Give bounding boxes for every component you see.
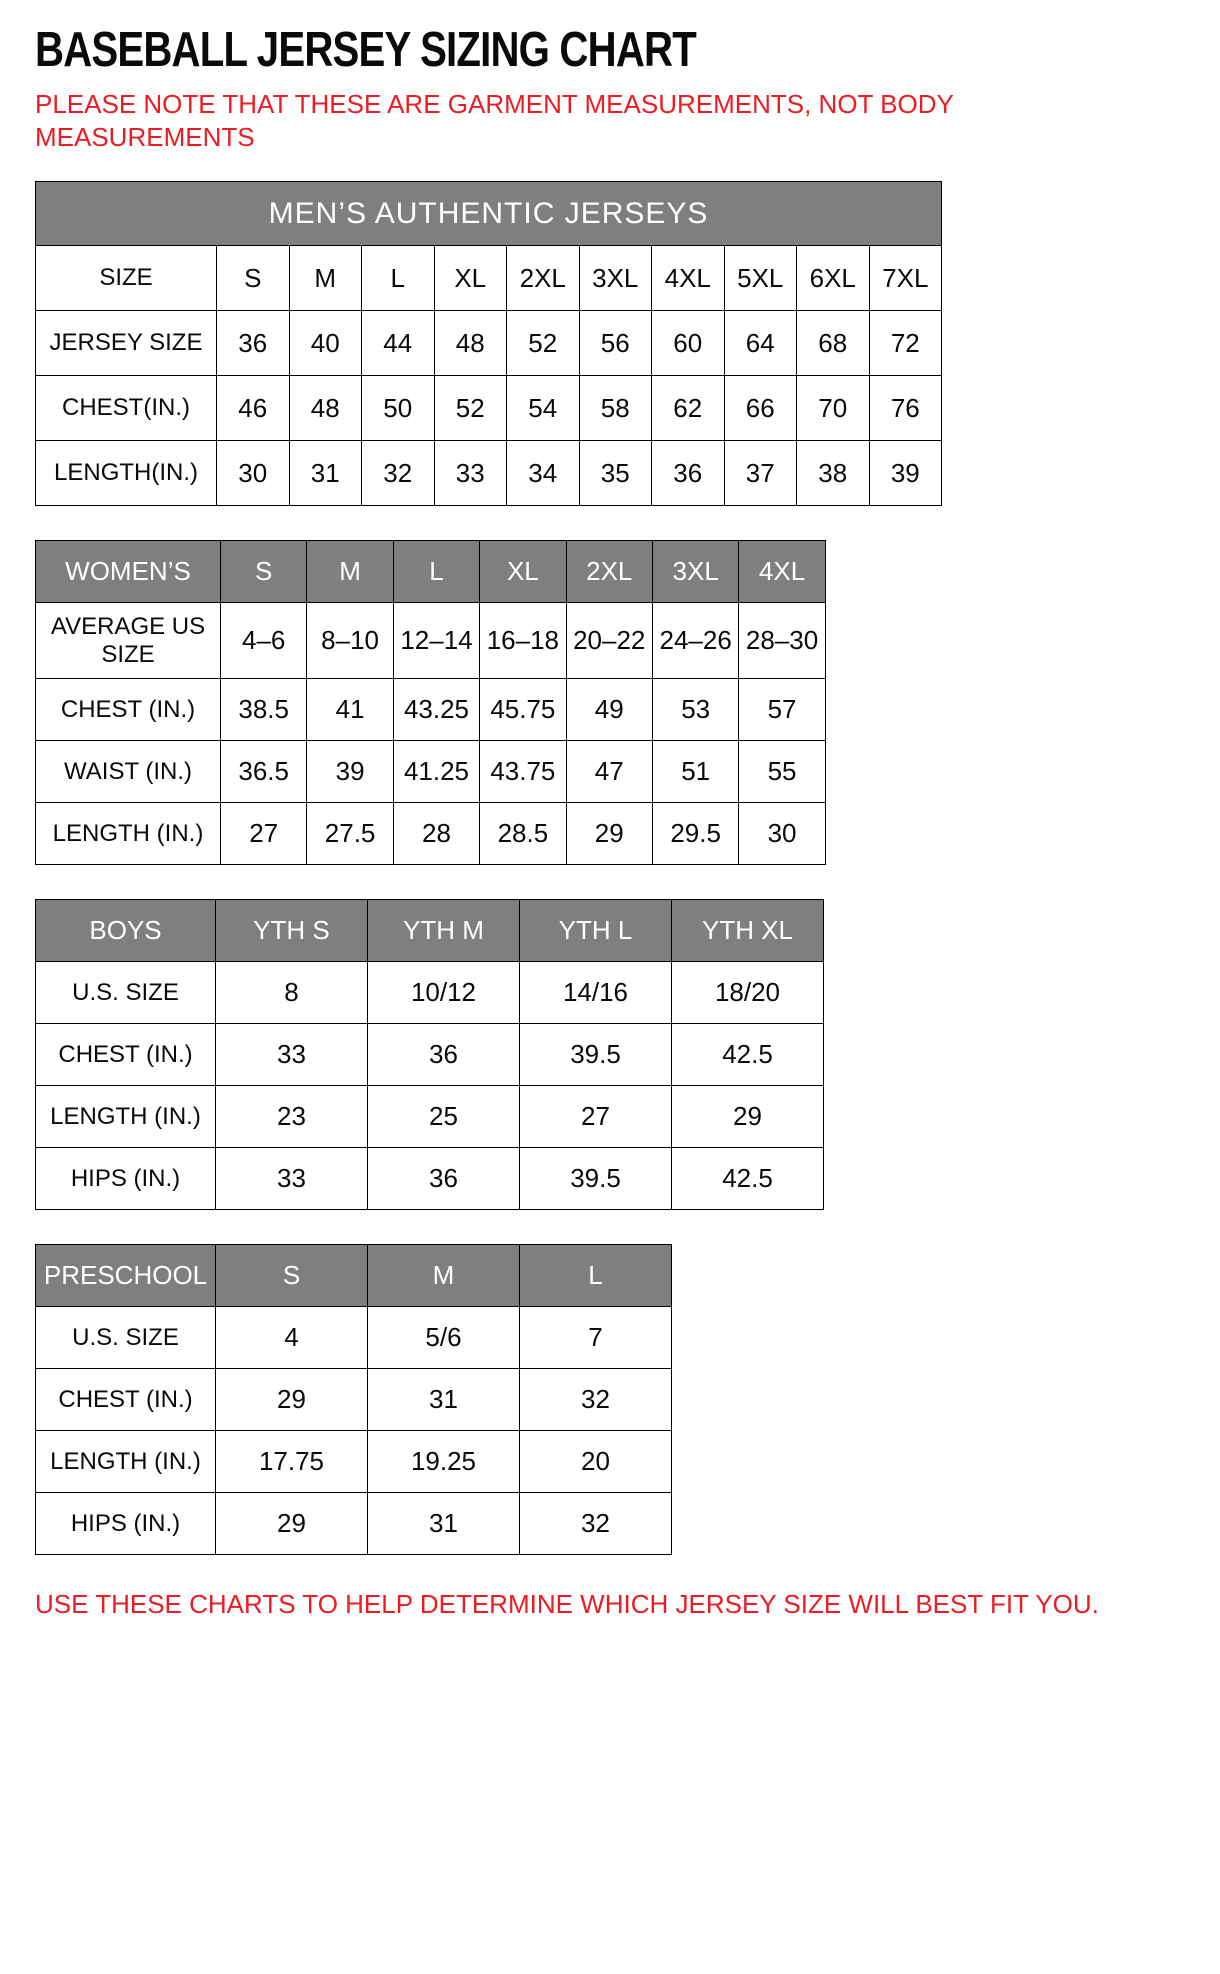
table-cell: 31 (289, 441, 362, 506)
row-label: WAIST (IN.) (36, 741, 221, 803)
table-cell: 31 (368, 1369, 520, 1431)
table-cell: 12–14 (393, 603, 479, 679)
table-cell: 4 (216, 1307, 368, 1369)
row-label: LENGTH (IN.) (36, 1086, 216, 1148)
table-cell: 36 (368, 1024, 520, 1086)
row-label: AVERAGE US SIZE (36, 603, 221, 679)
table-cell: 58 (579, 376, 652, 441)
mens-jerseys-table (35, 181, 942, 506)
table-cell: 33 (216, 1024, 368, 1086)
row-label: U.S. SIZE (36, 962, 216, 1024)
table-cell: 19.25 (368, 1431, 520, 1493)
table-cell: 57 (739, 679, 825, 741)
table-cell: 28.5 (480, 803, 566, 865)
table-cell: 47 (566, 741, 652, 803)
table-cell: 53 (652, 679, 738, 741)
table-cell: 41 (307, 679, 393, 741)
column-header: 2XL (566, 541, 652, 603)
row-label: HIPS (IN.) (36, 1493, 216, 1555)
table-cell: 46 (217, 376, 290, 441)
table-cell: S (217, 246, 290, 311)
table-cell: 76 (869, 376, 942, 441)
table-cell: 42.5 (672, 1148, 824, 1210)
table-cell: 35 (579, 441, 652, 506)
table-header-label: BOYS (36, 900, 216, 962)
column-header: YTH S (216, 900, 368, 962)
row-label: CHEST (IN.) (36, 679, 221, 741)
row-label: U.S. SIZE (36, 1307, 216, 1369)
table-cell: 27 (221, 803, 307, 865)
table-cell: 36.5 (221, 741, 307, 803)
table-cell: 41.25 (393, 741, 479, 803)
table-cell: 66 (724, 376, 797, 441)
column-header: S (221, 541, 307, 603)
column-header: M (307, 541, 393, 603)
table-cell: 36 (368, 1148, 520, 1210)
table-cell: 33 (216, 1148, 368, 1210)
table-cell: 20–22 (566, 603, 652, 679)
table-cell: 49 (566, 679, 652, 741)
table-cell: 4XL (652, 246, 725, 311)
table-cell: 5XL (724, 246, 797, 311)
table-cell: 23 (216, 1086, 368, 1148)
table-cell: 30 (739, 803, 825, 865)
table-cell: 56 (579, 311, 652, 376)
table-cell: 60 (652, 311, 725, 376)
table-cell: M (289, 246, 362, 311)
table-cell: 45.75 (480, 679, 566, 741)
table-cell: 7 (520, 1307, 672, 1369)
table-cell: 39 (869, 441, 942, 506)
garment-measurements-note: PLEASE NOTE THAT THESE ARE GARMENT MEASUREMENTS, NOT BODY MEASUREMENTS (35, 89, 954, 152)
table-cell: 30 (217, 441, 290, 506)
table-cell: 8 (216, 962, 368, 1024)
table-cell: 28 (393, 803, 479, 865)
column-header: M (368, 1245, 520, 1307)
table-cell: 44 (362, 311, 435, 376)
table-cell: 68 (797, 311, 870, 376)
table-cell: 16–18 (480, 603, 566, 679)
table-cell: 7XL (869, 246, 942, 311)
table-cell: 3XL (579, 246, 652, 311)
table-cell: 18/20 (672, 962, 824, 1024)
table-cell: 10/12 (368, 962, 520, 1024)
table-cell: 48 (289, 376, 362, 441)
table-cell: 52 (507, 311, 580, 376)
table-cell: 27 (520, 1086, 672, 1148)
column-header: L (520, 1245, 672, 1307)
row-label: CHEST(IN.) (36, 376, 217, 441)
table-cell: 36 (217, 311, 290, 376)
table-cell: 36 (652, 441, 725, 506)
table-cell: 14/16 (520, 962, 672, 1024)
boys-jerseys-table (35, 899, 824, 1210)
row-label: CHEST (IN.) (36, 1369, 216, 1431)
table-cell: 54 (507, 376, 580, 441)
table-cell: 27.5 (307, 803, 393, 865)
row-label: SIZE (36, 246, 217, 311)
womens-jerseys-table (35, 540, 826, 865)
table-cell: 5/6 (368, 1307, 520, 1369)
table-cell: 4–6 (221, 603, 307, 679)
table-cell: 51 (652, 741, 738, 803)
table-cell: 24–26 (652, 603, 738, 679)
table-cell: 20 (520, 1431, 672, 1493)
table-cell: 40 (289, 311, 362, 376)
table-cell: 17.75 (216, 1431, 368, 1493)
table-cell: 62 (652, 376, 725, 441)
table-header-label: WOMEN’S (36, 541, 221, 603)
table-cell: 29.5 (652, 803, 738, 865)
row-label: LENGTH (IN.) (36, 803, 221, 865)
table-cell: 31 (368, 1493, 520, 1555)
table-cell: 32 (520, 1493, 672, 1555)
table-cell: 52 (434, 376, 507, 441)
table-cell: 70 (797, 376, 870, 441)
table-cell: 29 (672, 1086, 824, 1148)
table-cell: 28–30 (739, 603, 825, 679)
table-cell: 32 (520, 1369, 672, 1431)
table-cell: 33 (434, 441, 507, 506)
table-header-label: PRESCHOOL (36, 1245, 216, 1307)
table-cell: 32 (362, 441, 435, 506)
column-header: 4XL (739, 541, 825, 603)
table-cell: 55 (739, 741, 825, 803)
mens-table-banner: MEN’S AUTHENTIC JERSEYS (36, 182, 942, 246)
table-cell: 29 (566, 803, 652, 865)
table-cell: 6XL (797, 246, 870, 311)
row-label: LENGTH (IN.) (36, 1431, 216, 1493)
table-cell: 25 (368, 1086, 520, 1148)
table-cell: 64 (724, 311, 797, 376)
table-cell: 38 (797, 441, 870, 506)
column-header: YTH M (368, 900, 520, 962)
table-cell: 50 (362, 376, 435, 441)
column-header: L (393, 541, 479, 603)
table-cell: XL (434, 246, 507, 311)
table-cell: 8–10 (307, 603, 393, 679)
table-cell: 39.5 (520, 1024, 672, 1086)
row-label: CHEST (IN.) (36, 1024, 216, 1086)
table-cell: 38.5 (221, 679, 307, 741)
table-cell: 34 (507, 441, 580, 506)
table-cell: L (362, 246, 435, 311)
table-cell: 29 (216, 1493, 368, 1555)
table-cell: 43.75 (480, 741, 566, 803)
table-cell: 29 (216, 1369, 368, 1431)
table-cell: 42.5 (672, 1024, 824, 1086)
column-header: XL (480, 541, 566, 603)
table-cell: 2XL (507, 246, 580, 311)
column-header: YTH L (520, 900, 672, 962)
column-header: YTH XL (672, 900, 824, 962)
table-cell: 72 (869, 311, 942, 376)
table-cell: 43.25 (393, 679, 479, 741)
table-cell: 39.5 (520, 1148, 672, 1210)
row-label: LENGTH(IN.) (36, 441, 217, 506)
column-header: S (216, 1245, 368, 1307)
row-label: JERSEY SIZE (36, 311, 217, 376)
row-label: HIPS (IN.) (36, 1148, 216, 1210)
preschool-jerseys-table (35, 1244, 672, 1555)
table-cell: 39 (307, 741, 393, 803)
page-title: BASEBALL JERSEY SIZING CHART (35, 23, 696, 77)
table-cell: 48 (434, 311, 507, 376)
column-header: 3XL (652, 541, 738, 603)
table-cell: 37 (724, 441, 797, 506)
fit-advice-note: USE THESE CHARTS TO HELP DETERMINE WHICH JERSEY SIZE WILL BEST FIT YOU. (35, 1589, 1099, 1619)
